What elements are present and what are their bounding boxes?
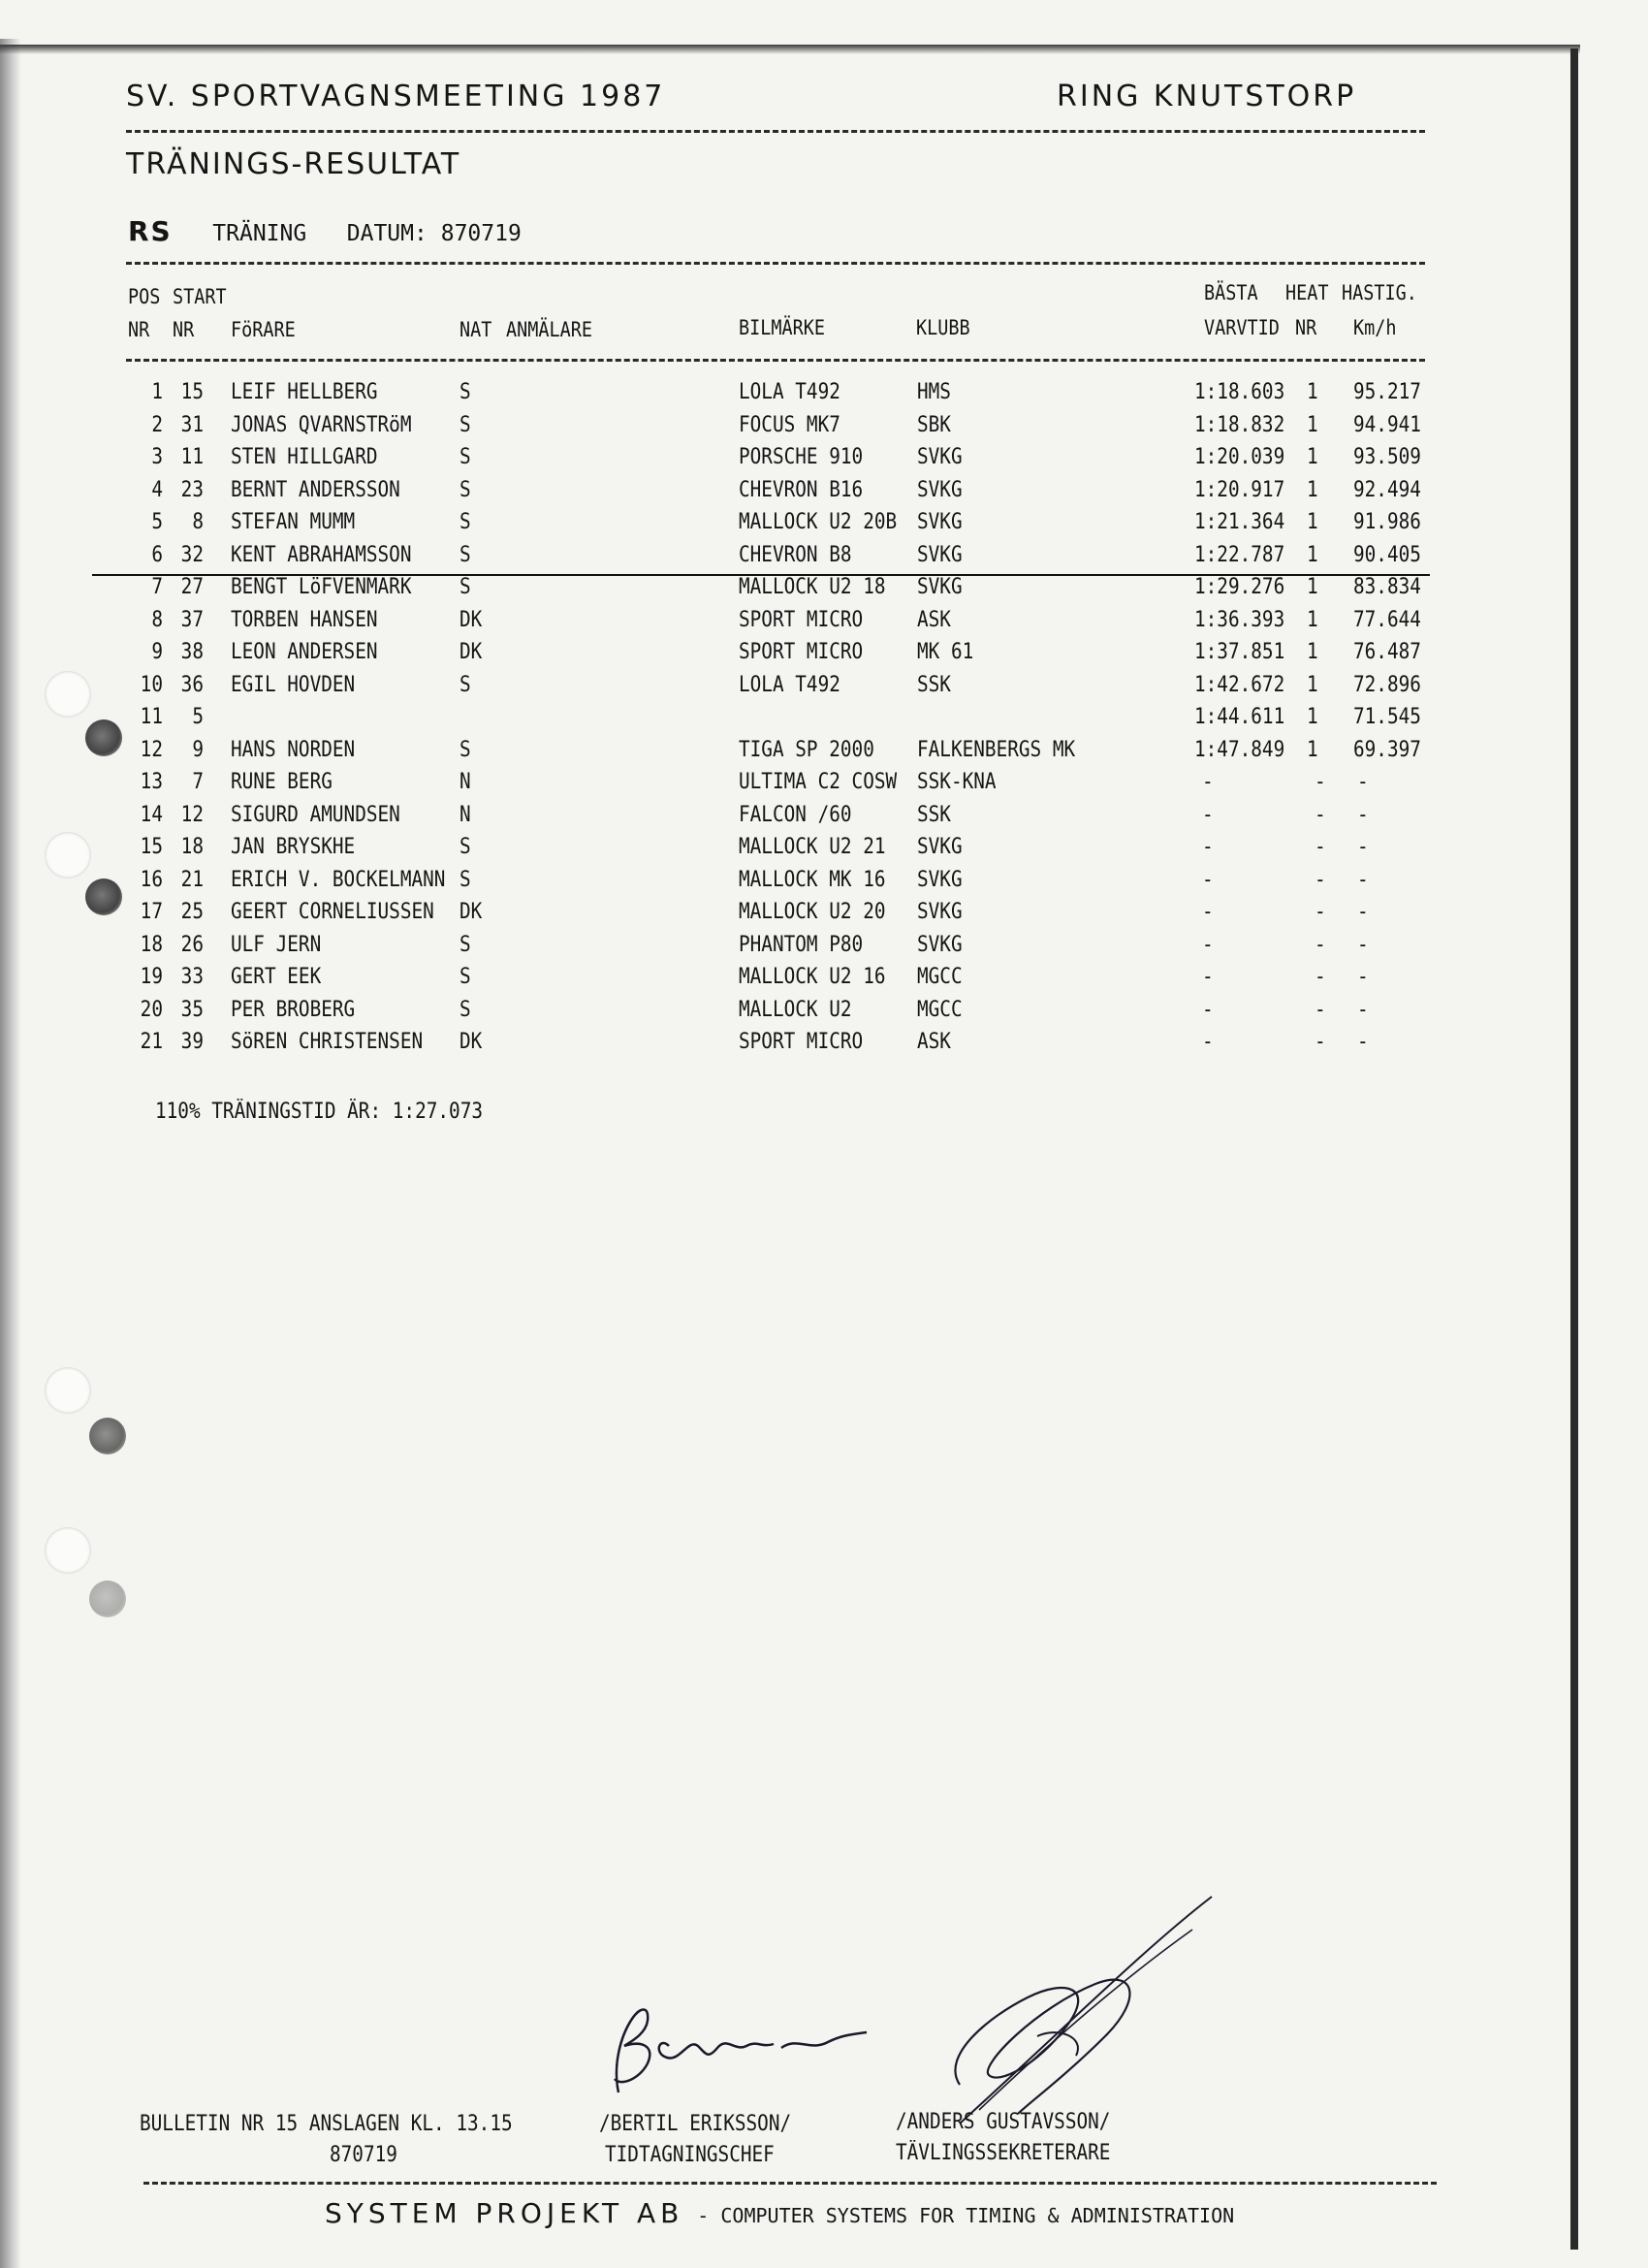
- best-lap-cell: -: [1202, 900, 1214, 924]
- start-cell: 8: [192, 510, 204, 534]
- nat-cell: S: [460, 835, 471, 859]
- driver-cell: LEIF HELLBERG: [231, 380, 378, 404]
- divider: [143, 2182, 1437, 2185]
- pos-cell: 13: [140, 770, 163, 794]
- start-cell: 18: [180, 835, 204, 859]
- speed-cell: 76.487: [1353, 640, 1421, 664]
- club-cell: SVKG: [917, 477, 963, 502]
- driver-cell: TORBEN HANSEN: [231, 607, 378, 632]
- signatory-1-title: TIDTAGNINGSCHEF: [605, 2143, 775, 2167]
- speed-cell: 91.986: [1353, 510, 1421, 534]
- driver-cell: GEERT CORNELIUSSEN: [231, 900, 434, 924]
- nat-cell: S: [460, 477, 471, 502]
- nat-cell: S: [460, 542, 471, 567]
- pos-cell: 12: [140, 737, 163, 762]
- table-row: [0, 803, 1454, 835]
- best-lap-cell: 1:18.832: [1194, 412, 1285, 437]
- best-lap-cell: -: [1202, 770, 1214, 794]
- driver-cell: LEON ANDERSEN: [231, 640, 378, 664]
- club-cell: SSK: [917, 672, 951, 697]
- start-cell: 25: [180, 900, 204, 924]
- pos-cell: 18: [140, 932, 163, 957]
- club-cell: FALKENBERGS MK: [917, 737, 1076, 762]
- car-cell: CHEVRON B16: [739, 477, 864, 502]
- nat-cell: S: [460, 932, 471, 957]
- table-row: [0, 640, 1454, 672]
- club-cell: MK 61: [917, 640, 974, 664]
- start-cell: 33: [180, 965, 204, 989]
- table-row: [0, 478, 1454, 510]
- best-lap-cell: -: [1202, 932, 1214, 957]
- nat-cell: DK: [460, 607, 483, 632]
- best-lap-cell: 1:29.276: [1194, 575, 1285, 599]
- nat-cell: DK: [460, 900, 483, 924]
- bulletin-info: BULLETIN NR 15 ANSLAGEN KL. 13.15: [140, 2112, 513, 2136]
- best-lap-cell: 1:21.364: [1194, 510, 1285, 534]
- bulletin-date: 870719: [330, 2143, 397, 2167]
- col-start-top: START: [173, 285, 227, 308]
- pos-cell: 11: [140, 705, 163, 729]
- pos-cell: 16: [140, 867, 163, 892]
- best-lap-cell: -: [1202, 997, 1214, 1022]
- start-cell: 23: [180, 477, 204, 502]
- car-cell: MALLOCK U2 18: [739, 575, 886, 599]
- car-cell: FALCON /60: [739, 802, 852, 827]
- club-cell: SVKG: [917, 932, 963, 957]
- car-cell: MALLOCK U2 16: [739, 965, 886, 989]
- table-row: [0, 413, 1454, 445]
- col-speed-bottom: Km/h: [1353, 316, 1397, 339]
- nat-cell: DK: [460, 640, 483, 664]
- divider: [126, 262, 1425, 265]
- speed-cell: 93.509: [1353, 445, 1421, 469]
- car-cell: PHANTOM P80: [739, 932, 864, 957]
- signatory-1-name: /BERTIL ERIKSSON/: [599, 2112, 792, 2136]
- col-car: BILMÄRKE: [739, 316, 826, 339]
- col-driver: FöRARE: [231, 318, 296, 341]
- club-cell: SVKG: [917, 542, 963, 567]
- club-cell: MGCC: [917, 997, 963, 1022]
- table-row: [0, 1030, 1454, 1062]
- nat-cell: S: [460, 380, 471, 404]
- binder-hole: [45, 1367, 91, 1414]
- pos-cell: 2: [151, 412, 163, 437]
- nat-cell: S: [460, 672, 471, 697]
- club-cell: ASK: [917, 1030, 951, 1054]
- car-cell: MALLOCK U2 21: [739, 835, 886, 859]
- punch-mark: [89, 1581, 126, 1617]
- class-code: RS: [128, 215, 173, 247]
- start-cell: 37: [180, 607, 204, 632]
- driver-cell: HANS NORDEN: [231, 737, 356, 762]
- club-cell: SVKG: [917, 900, 963, 924]
- speed-cell: -: [1357, 900, 1369, 924]
- footer-brand: [325, 2197, 1234, 2229]
- brand-name: SYSTEM PROJEKT AB: [325, 2197, 684, 2229]
- club-cell: SBK: [917, 412, 951, 437]
- driver-cell: KENT ABRAHAMSSON: [231, 542, 412, 567]
- qualifying-cutoff-line: [92, 574, 1430, 576]
- brand-tagline: - COMPUTER SYSTEMS FOR TIMING & ADMINISTRATION: [697, 2204, 1235, 2227]
- heat-cell: 1: [1307, 705, 1318, 729]
- table-row: [0, 510, 1454, 542]
- speed-cell: 94.941: [1353, 412, 1421, 437]
- speed-cell: 83.834: [1353, 575, 1421, 599]
- col-best-bottom: VARVTID: [1204, 316, 1280, 339]
- pos-cell: 10: [140, 672, 163, 697]
- driver-cell: JONAS QVARNSTRöM: [231, 412, 412, 437]
- heat-cell: -: [1315, 900, 1326, 924]
- pos-cell: 9: [151, 640, 163, 664]
- driver-cell: ERICH V. BOCKELMANN: [231, 867, 446, 892]
- start-cell: 38: [180, 640, 204, 664]
- driver-cell: GERT EEK: [231, 965, 322, 989]
- nat-cell: S: [460, 737, 471, 762]
- heat-cell: 1: [1307, 737, 1318, 762]
- pos-cell: 7: [151, 575, 163, 599]
- club-cell: SVKG: [917, 575, 963, 599]
- best-lap-cell: -: [1202, 1030, 1214, 1054]
- best-lap-cell: -: [1202, 965, 1214, 989]
- club-cell: SSK-KNA: [917, 770, 997, 794]
- table-row: [0, 835, 1454, 867]
- table-row: [0, 608, 1454, 640]
- punch-mark: [89, 1418, 126, 1454]
- signatory-2-name: /ANDERS GUSTAVSSON/: [896, 2110, 1111, 2134]
- car-cell: ULTIMA C2 COSW: [739, 770, 898, 794]
- nat-cell: S: [460, 510, 471, 534]
- speed-cell: 72.896: [1353, 672, 1421, 697]
- results-subtitle: TRÄNINGS-RESULTAT: [126, 147, 461, 181]
- pos-cell: 4: [151, 477, 163, 502]
- driver-cell: ULF JERN: [231, 932, 322, 957]
- session-line: [128, 215, 522, 247]
- club-cell: ASK: [917, 607, 951, 632]
- club-cell: SVKG: [917, 445, 963, 469]
- start-cell: 7: [192, 770, 204, 794]
- heat-cell: 1: [1307, 445, 1318, 469]
- driver-cell: STEN HILLGARD: [231, 445, 378, 469]
- speed-cell: -: [1357, 1030, 1369, 1054]
- table-row: [0, 868, 1454, 900]
- best-lap-cell: 1:44.611: [1194, 705, 1285, 729]
- car-cell: SPORT MICRO: [739, 640, 864, 664]
- nat-cell: S: [460, 867, 471, 892]
- table-row: [0, 673, 1454, 705]
- club-cell: HMS: [917, 380, 951, 404]
- driver-cell: PER BROBERG: [231, 997, 356, 1022]
- col-speed-top: HASTIG.: [1342, 281, 1417, 304]
- speed-cell: -: [1357, 802, 1369, 827]
- date-label: DATUM:: [346, 221, 428, 246]
- speed-cell: 77.644: [1353, 607, 1421, 632]
- start-cell: 9: [192, 737, 204, 762]
- nat-cell: S: [460, 575, 471, 599]
- best-lap-cell: -: [1202, 867, 1214, 892]
- speed-cell: 71.545: [1353, 705, 1421, 729]
- heat-cell: 1: [1307, 672, 1318, 697]
- speed-cell: -: [1357, 835, 1369, 859]
- col-entrant: ANMÄLARE: [506, 318, 593, 341]
- heat-cell: -: [1315, 835, 1326, 859]
- car-cell: MALLOCK U2: [739, 997, 852, 1022]
- start-cell: 27: [180, 575, 204, 599]
- best-lap-cell: 1:42.672: [1194, 672, 1285, 697]
- best-lap-cell: 1:47.849: [1194, 737, 1285, 762]
- nat-cell: S: [460, 997, 471, 1022]
- speed-cell: -: [1357, 997, 1369, 1022]
- car-cell: LOLA T492: [739, 380, 840, 404]
- table-row: [0, 770, 1454, 802]
- nat-cell: S: [460, 445, 471, 469]
- heat-cell: 1: [1307, 607, 1318, 632]
- speed-cell: 69.397: [1353, 737, 1421, 762]
- heat-cell: -: [1315, 965, 1326, 989]
- col-club: KLUBB: [916, 316, 970, 339]
- best-lap-cell: 1:36.393: [1194, 607, 1285, 632]
- signature-anders-gustavsson: [902, 1891, 1221, 2133]
- pos-cell: 17: [140, 900, 163, 924]
- table-row: [0, 445, 1454, 477]
- club-cell: SVKG: [917, 510, 963, 534]
- heat-cell: -: [1315, 932, 1326, 957]
- car-cell: TIGA SP 2000: [739, 737, 874, 762]
- pos-cell: 14: [140, 802, 163, 827]
- table-row: [0, 380, 1454, 412]
- speed-cell: 95.217: [1353, 380, 1421, 404]
- car-cell: MALLOCK U2 20B: [739, 510, 898, 534]
- nat-cell: S: [460, 412, 471, 437]
- heat-cell: 1: [1307, 640, 1318, 664]
- start-cell: 31: [180, 412, 204, 437]
- signature-bertil-eriksson: [591, 1978, 882, 2114]
- table-row: [0, 933, 1454, 965]
- car-cell: SPORT MICRO: [739, 607, 864, 632]
- best-lap-cell: 1:20.917: [1194, 477, 1285, 502]
- start-cell: 32: [180, 542, 204, 567]
- speed-cell: -: [1357, 770, 1369, 794]
- car-cell: FOCUS MK7: [739, 412, 840, 437]
- car-cell: LOLA T492: [739, 672, 840, 697]
- session-name: TRÄNING: [212, 221, 307, 246]
- car-cell: CHEVRON B8: [739, 542, 852, 567]
- start-cell: 5: [192, 705, 204, 729]
- scan-edge-right: [1570, 48, 1578, 2250]
- scan-shadow-top: [0, 45, 1580, 54]
- divider: [126, 359, 1425, 362]
- car-cell: MALLOCK U2 20: [739, 900, 886, 924]
- date-value: 870719: [440, 221, 522, 246]
- club-cell: SVKG: [917, 835, 963, 859]
- col-nat: NAT: [460, 318, 492, 341]
- binder-hole: [45, 1527, 91, 1574]
- event-title: SV. SPORTVAGNSMEETING 1987: [126, 80, 666, 113]
- cutoff-note: 110% TRÄNINGSTID ÄR: 1:27.073: [155, 1100, 484, 1124]
- driver-cell: STEFAN MUMM: [231, 510, 356, 534]
- col-pos-bottom: NR: [128, 318, 150, 341]
- club-cell: MGCC: [917, 965, 963, 989]
- speed-cell: -: [1357, 965, 1369, 989]
- table-row: [0, 543, 1454, 575]
- car-cell: MALLOCK MK 16: [739, 867, 886, 892]
- table-row: [0, 705, 1454, 737]
- club-cell: SSK: [917, 802, 951, 827]
- heat-cell: -: [1315, 1030, 1326, 1054]
- speed-cell: 92.494: [1353, 477, 1421, 502]
- heat-cell: -: [1315, 997, 1326, 1022]
- divider: [126, 130, 1425, 133]
- heat-cell: 1: [1307, 412, 1318, 437]
- speed-cell: -: [1357, 867, 1369, 892]
- col-start-bottom: NR: [173, 318, 195, 341]
- best-lap-cell: -: [1202, 802, 1214, 827]
- start-cell: 15: [180, 380, 204, 404]
- start-cell: 26: [180, 932, 204, 957]
- table-row: [0, 998, 1454, 1030]
- nat-cell: N: [460, 802, 471, 827]
- pos-cell: 1: [151, 380, 163, 404]
- start-cell: 36: [180, 672, 204, 697]
- pos-cell: 15: [140, 835, 163, 859]
- speed-cell: -: [1357, 932, 1369, 957]
- car-cell: SPORT MICRO: [739, 1030, 864, 1054]
- driver-cell: EGIL HOVDEN: [231, 672, 356, 697]
- best-lap-cell: 1:18.603: [1194, 380, 1285, 404]
- best-lap-cell: 1:22.787: [1194, 542, 1285, 567]
- start-cell: 39: [180, 1030, 204, 1054]
- driver-cell: BERNT ANDERSSON: [231, 477, 400, 502]
- driver-cell: SöREN CHRISTENSEN: [231, 1030, 424, 1054]
- heat-cell: 1: [1307, 380, 1318, 404]
- driver-cell: RUNE BERG: [231, 770, 333, 794]
- signatory-2-title: TÄVLINGSSEKRETERARE: [896, 2141, 1111, 2165]
- pos-cell: 3: [151, 445, 163, 469]
- car-cell: PORSCHE 910: [739, 445, 864, 469]
- pos-cell: 8: [151, 607, 163, 632]
- pos-cell: 19: [140, 965, 163, 989]
- driver-cell: JAN BRYSKHE: [231, 835, 356, 859]
- heat-cell: 1: [1307, 510, 1318, 534]
- start-cell: 11: [180, 445, 204, 469]
- nat-cell: S: [460, 965, 471, 989]
- heat-cell: -: [1315, 867, 1326, 892]
- heat-cell: 1: [1307, 575, 1318, 599]
- heat-cell: 1: [1307, 477, 1318, 502]
- driver-cell: BENGT LöFVENMARK: [231, 575, 412, 599]
- col-best-top: BÄSTA: [1204, 281, 1258, 304]
- col-pos-top: POS: [128, 285, 161, 308]
- best-lap-cell: -: [1202, 835, 1214, 859]
- scan-shadow-left: [0, 39, 21, 2268]
- driver-cell: SIGURD AMUNDSEN: [231, 802, 400, 827]
- venue: RING KNUTSTORP: [1057, 80, 1357, 113]
- start-cell: 21: [180, 867, 204, 892]
- col-heat-bottom: NR: [1295, 316, 1317, 339]
- table-row: [0, 575, 1454, 607]
- pos-cell: 21: [140, 1030, 163, 1054]
- heat-cell: -: [1315, 770, 1326, 794]
- pos-cell: 20: [140, 997, 163, 1022]
- start-cell: 12: [180, 802, 204, 827]
- nat-cell: N: [460, 770, 471, 794]
- heat-cell: -: [1315, 802, 1326, 827]
- pos-cell: 6: [151, 542, 163, 567]
- table-row: [0, 965, 1454, 997]
- table-row: [0, 738, 1454, 770]
- speed-cell: 90.405: [1353, 542, 1421, 567]
- table-row: [0, 900, 1454, 932]
- club-cell: SVKG: [917, 867, 963, 892]
- pos-cell: 5: [151, 510, 163, 534]
- heat-cell: 1: [1307, 542, 1318, 567]
- best-lap-cell: 1:20.039: [1194, 445, 1285, 469]
- best-lap-cell: 1:37.851: [1194, 640, 1285, 664]
- nat-cell: DK: [460, 1030, 483, 1054]
- col-heat-top: HEAT: [1285, 281, 1329, 304]
- start-cell: 35: [180, 997, 204, 1022]
